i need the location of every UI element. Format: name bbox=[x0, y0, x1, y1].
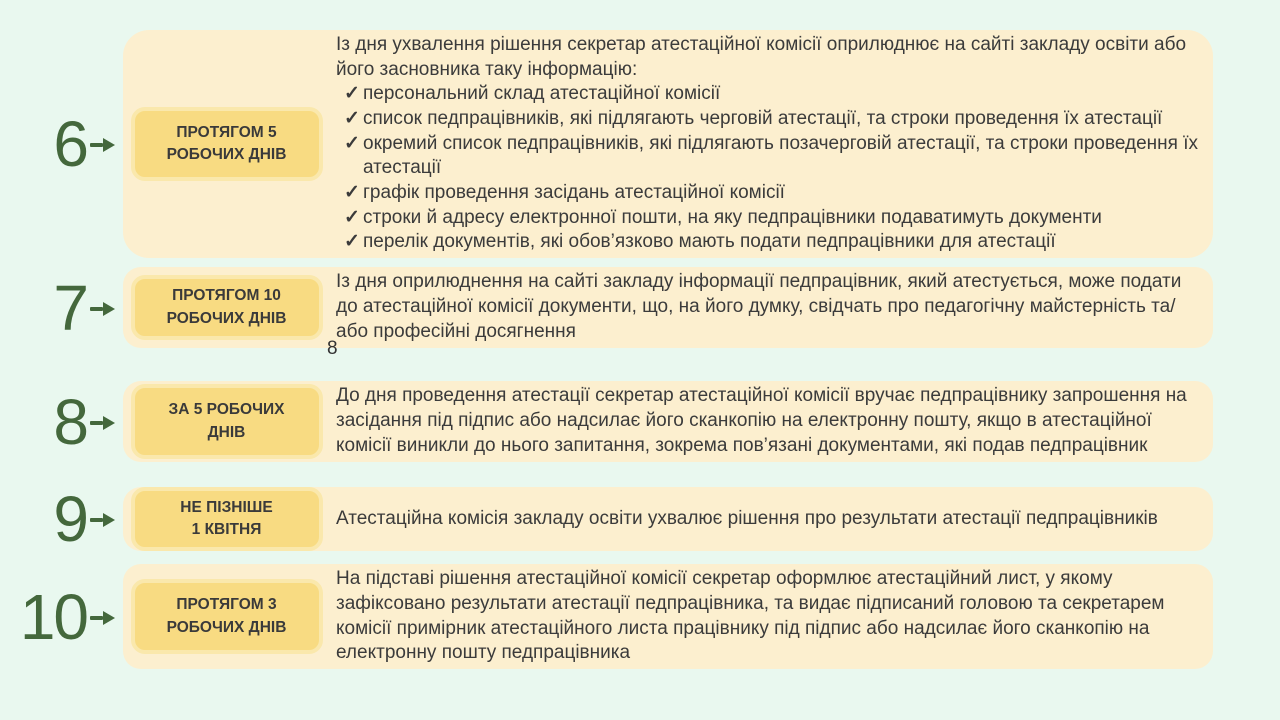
step-card bbox=[123, 487, 1213, 552]
list-item bbox=[336, 230, 1201, 255]
step-number: 10 bbox=[19, 580, 87, 653]
time-badge bbox=[131, 275, 323, 340]
checklist bbox=[336, 82, 1201, 255]
badge-line: 1 КВІТНЯ bbox=[191, 521, 262, 538]
list-item bbox=[336, 107, 1201, 132]
badge-line: РОБОЧИХ ДНІВ bbox=[166, 146, 287, 163]
step-card bbox=[123, 30, 1213, 258]
step-description bbox=[330, 381, 1213, 461]
step-number-col bbox=[0, 385, 123, 458]
list-item-text: строки й адресу електронної пошти, на яку педпрацівники подаватимуть документи bbox=[363, 206, 1102, 228]
step-row-8 bbox=[0, 363, 1280, 480]
time-badge bbox=[131, 384, 323, 459]
time-badge bbox=[131, 579, 323, 654]
badge-col bbox=[123, 107, 330, 182]
check-icon: ✓ bbox=[344, 132, 360, 154]
time-badge bbox=[131, 107, 323, 182]
badge-line: ЗА 5 РОБОЧИХ bbox=[168, 401, 285, 419]
step-row-10 bbox=[0, 558, 1280, 675]
badge-line: НЕ ПІЗНІШЕ bbox=[180, 498, 273, 516]
page-number: 8 bbox=[327, 338, 338, 359]
list-item bbox=[336, 181, 1201, 206]
step-intro: Із дня ухвалення рішення секретар атестаційної комісії оприлюднює на сайті закладу освіти або його засновника таку інформацію: bbox=[336, 33, 1187, 80]
check-icon: ✓ bbox=[344, 107, 360, 129]
step-number: 8 bbox=[53, 385, 87, 458]
list-item-text: персональний склад атестаційної комісії bbox=[363, 83, 721, 105]
list-item-text: графік проведення засідань атестаційної комісії bbox=[363, 182, 785, 204]
badge-line: РОБОЧИХ ДНІВ bbox=[166, 309, 287, 327]
step-description bbox=[330, 564, 1213, 669]
step-card bbox=[123, 267, 1213, 347]
step-description bbox=[330, 267, 1213, 347]
step-number-col bbox=[0, 580, 123, 653]
check-icon: ✓ bbox=[344, 231, 360, 253]
arrow-right-icon bbox=[90, 137, 116, 153]
list-item-text: перелік документів, які обов’язково мають подати педпрацівники для атестації bbox=[363, 231, 1056, 253]
badge-col bbox=[123, 384, 330, 459]
badge-line: ПРОТЯГОМ 10 bbox=[172, 287, 281, 305]
list-item bbox=[336, 206, 1201, 231]
step-row-6 bbox=[0, 30, 1280, 258]
check-icon: ✓ bbox=[344, 83, 360, 105]
step-text: До дня проведення атестації секретар атестаційної комісії вручає педпрацівнику запрошення на засідання під підпис або надсилає його сканкопію на електронну пошту, якщо в атестаційної комісії виникли до нього запитання, зокрема пов’язані документами, які подав педпрацівник bbox=[336, 385, 1187, 456]
step-number: 6 bbox=[53, 108, 87, 180]
step-text: Атестаційна комісія закладу освіти ухвалює рішення про результати атестації педпрацівників bbox=[336, 507, 1158, 529]
badge-col bbox=[123, 275, 330, 340]
check-icon: ✓ bbox=[344, 182, 360, 204]
step-number: 7 bbox=[53, 271, 87, 344]
arrow-right-icon bbox=[90, 301, 116, 317]
step-row-7 bbox=[0, 265, 1280, 350]
step-description bbox=[330, 30, 1213, 258]
step-number-col bbox=[0, 483, 123, 555]
step-card bbox=[123, 381, 1213, 461]
badge-col bbox=[123, 579, 330, 654]
arrow-right-icon bbox=[90, 512, 116, 528]
list-item-text: список педпрацівників, які підлягають черговій атестації, та строки проведення їх атестації bbox=[363, 107, 1163, 129]
step-text: На підставі рішення атестаційної комісії секретар оформлює атестаційний лист, у якому зафіксовано результати атестації педпрацівника, та видає підписаний головою та секретарем комісії примірник атестаційного листа працівнику під підпис або надсилає його сканкопію на електронну пошту педпрацівника bbox=[336, 568, 1165, 664]
list-item-text: окремий список педпрацівників, які підлягають позачерговій атестації, та строки проведення їх атестації bbox=[363, 132, 1198, 179]
step-number-col bbox=[0, 108, 123, 180]
step-description bbox=[330, 504, 1213, 535]
check-icon: ✓ bbox=[344, 206, 360, 228]
time-badge bbox=[131, 487, 323, 552]
step-number-col bbox=[0, 271, 123, 344]
step-row-9 bbox=[0, 483, 1280, 555]
arrow-right-icon bbox=[90, 415, 116, 431]
arrow-right-icon bbox=[90, 610, 116, 626]
step-text: Із дня оприлюднення на сайті закладу інформації педпрацівник, який атестується, може подати до атестаційної комісії документи, що, на його думку, свідчать про педагогічну майстерність та/або професійні досягнення bbox=[336, 271, 1182, 342]
list-item bbox=[336, 132, 1201, 181]
step-number: 9 bbox=[53, 483, 87, 555]
badge-line: ПРОТЯГОМ 5 bbox=[176, 123, 277, 141]
badge-line: ДНІВ bbox=[207, 423, 246, 441]
list-item bbox=[336, 82, 1201, 107]
badge-line: ПРОТЯГОМ 3 bbox=[176, 596, 277, 614]
badge-col bbox=[123, 487, 330, 552]
step-card bbox=[123, 564, 1213, 669]
badge-line: РОБОЧИХ ДНІВ bbox=[166, 618, 287, 636]
